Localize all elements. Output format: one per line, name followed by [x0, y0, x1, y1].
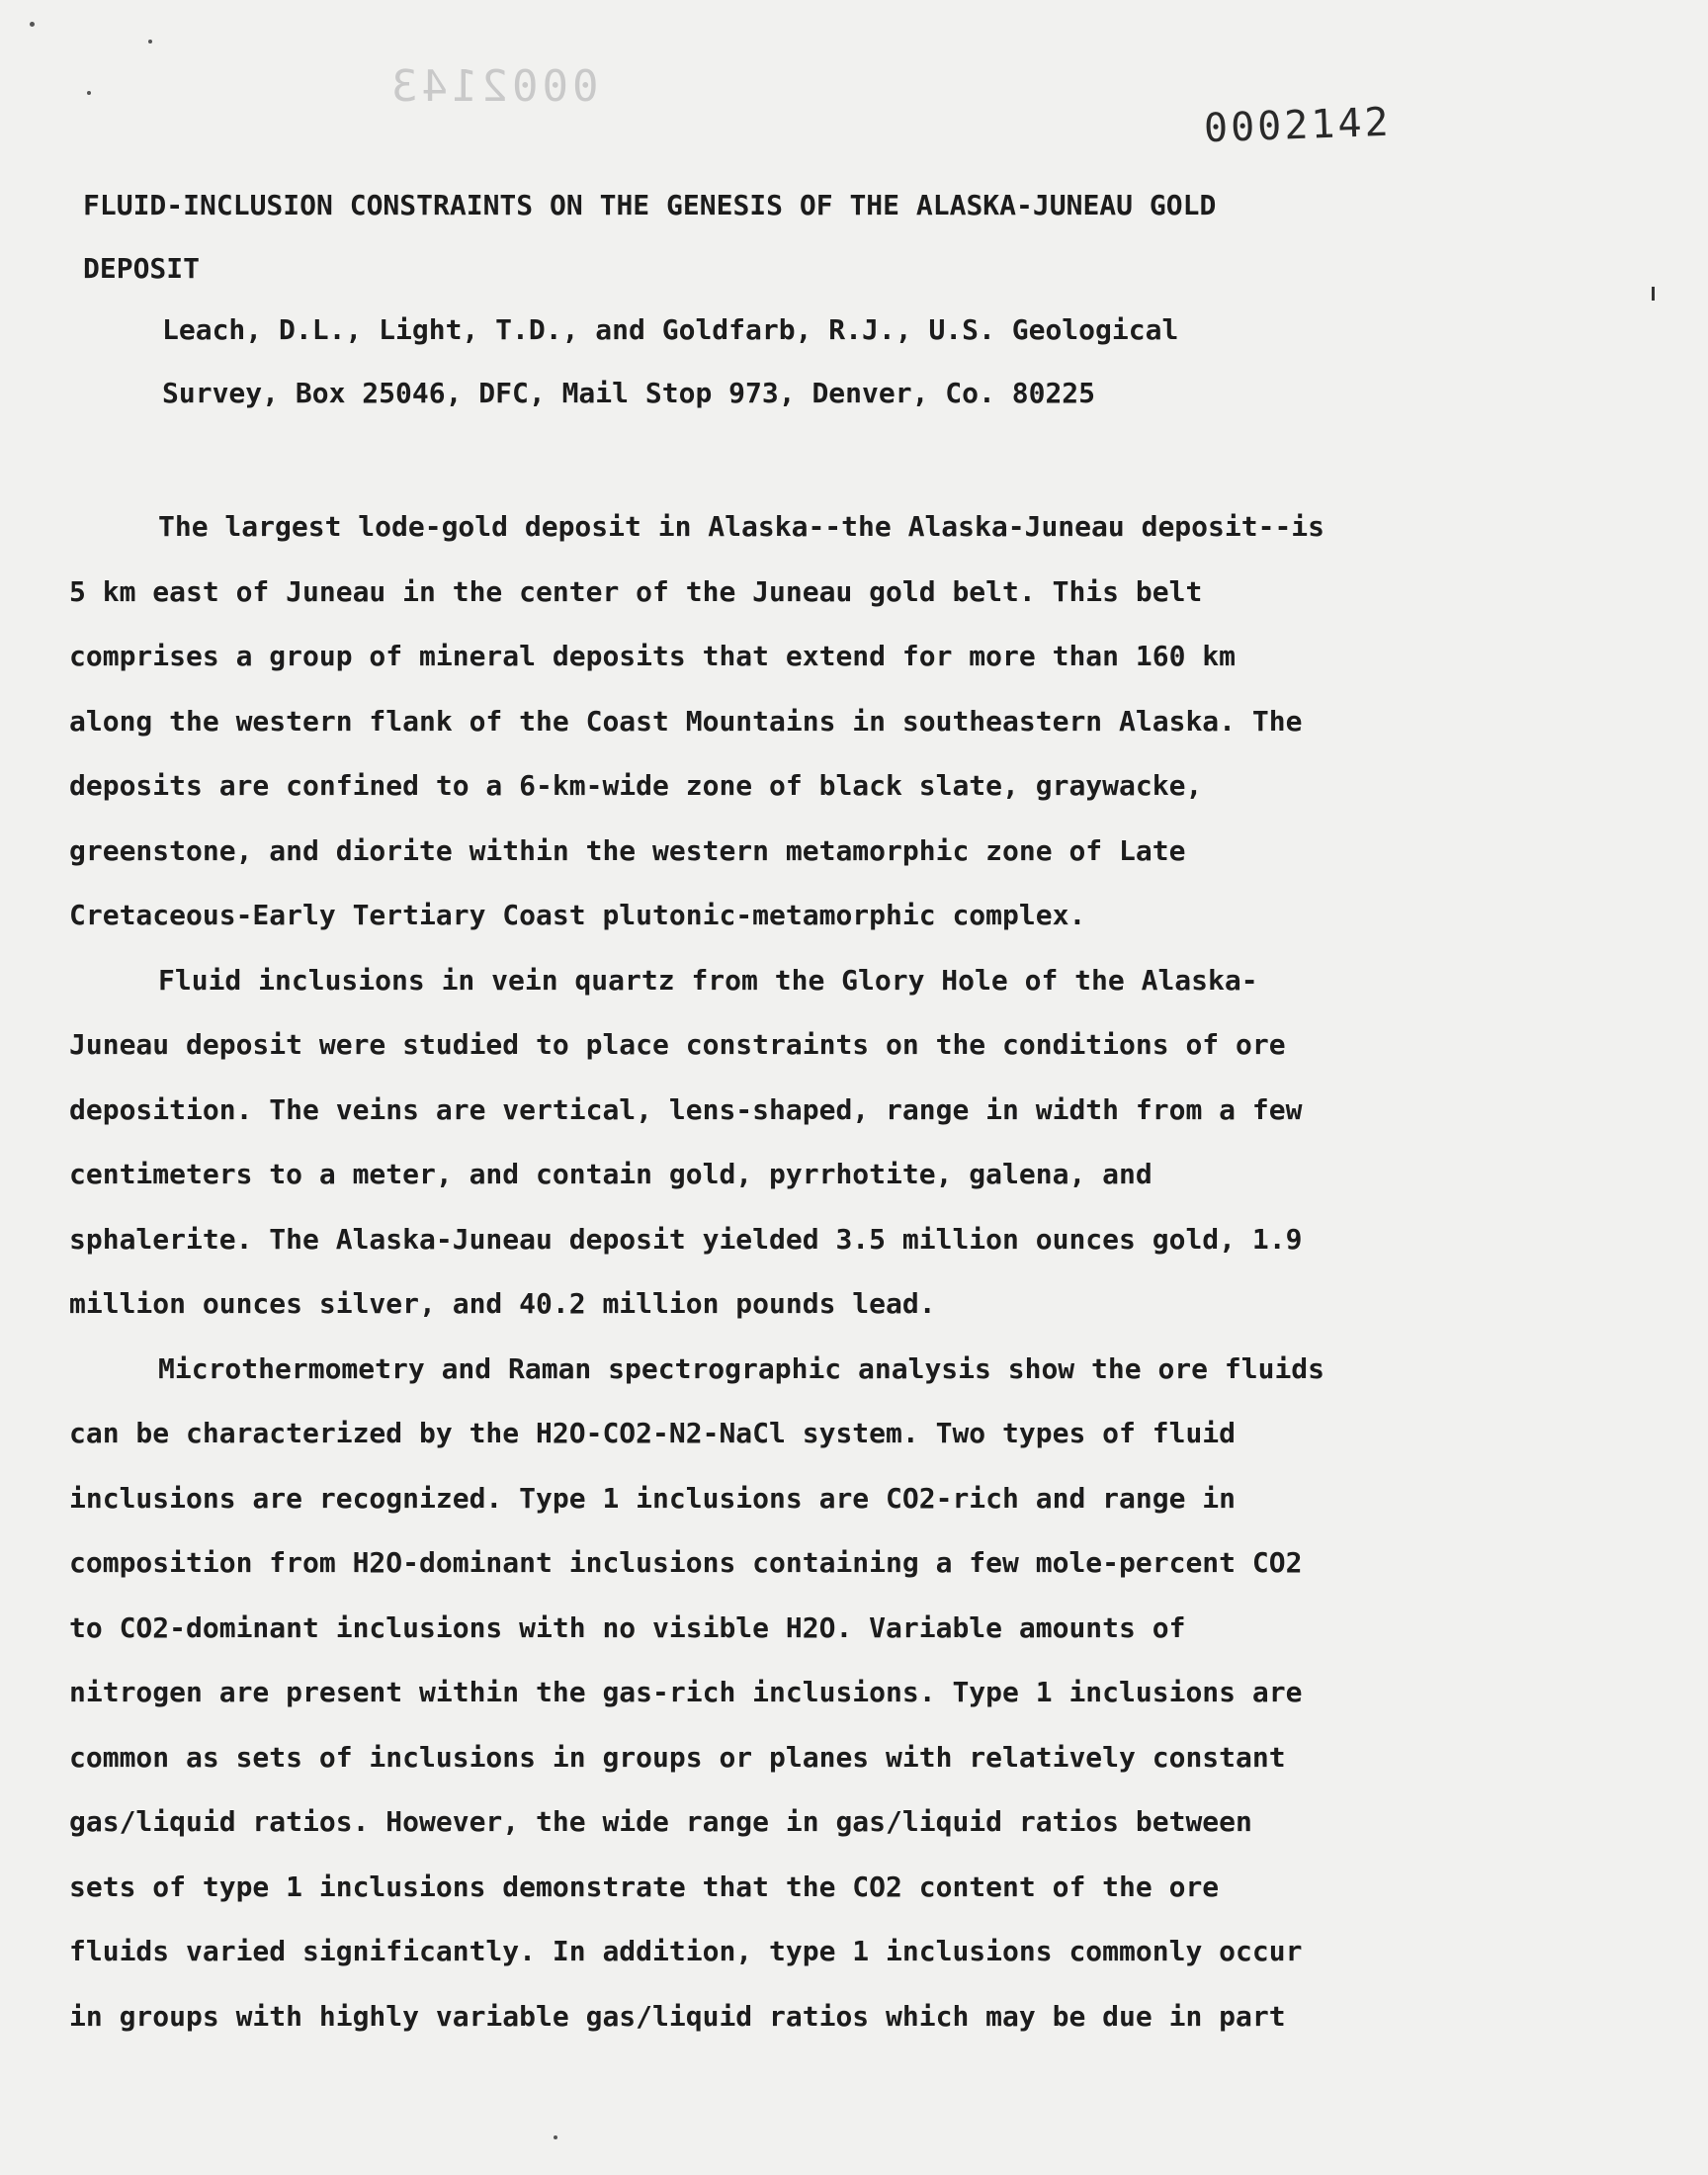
- text-line: along the western flank of the Coast Mountains in southeastern Alaska. The: [69, 704, 1303, 738]
- text-line: deposits are confined to a 6-km-wide zone of black slate, graywacke,: [69, 769, 1203, 802]
- text-line: centimeters to a meter, and contain gold, pyrrhotite, galena, and: [69, 1158, 1153, 1190]
- paragraph-1: [69, 494, 1631, 948]
- authors-line: Leach, D.L., Light, T.D., and Goldfarb, R.J., U.S. Geological: [162, 313, 1179, 346]
- text-line: composition from H2O-dominant inclusions containing a few mole-percent CO2: [69, 1546, 1303, 1579]
- text-line: Cretaceous-Early Tertiary Coast plutonic-metamorphic complex.: [69, 899, 1086, 931]
- text-line: common as sets of inclusions in groups or planes with relatively constant: [69, 1740, 1286, 1774]
- text-line: can be characterized by the H2O-CO2-N2-NaCl system. Two types of fluid: [69, 1417, 1237, 1449]
- scan-speck: [148, 40, 152, 44]
- faded-document-stamp: 0002143: [387, 61, 599, 112]
- abstract-body: [69, 494, 1631, 2048]
- text-line: greenstone, and diorite within the western metamorphic zone of Late: [69, 833, 1186, 867]
- title-line: FLUID-INCLUSION CONSTRAINTS ON THE GENESIS OF THE ALASKA-JUNEAU GOLD: [83, 189, 1217, 221]
- text-line: fluids varied significantly. In addition, type 1 inclusions commonly occur: [69, 1935, 1303, 1967]
- text-line: Microthermometry and Raman spectrographic analysis show the ore fluids: [158, 1351, 1325, 1385]
- text-line: nitrogen are present within the gas-rich inclusions. Type 1 inclusions are: [69, 1676, 1303, 1708]
- scan-speck: [554, 2135, 557, 2139]
- scan-edge-mark: [1652, 287, 1655, 301]
- text-line: Juneau deposit were studied to place constraints on the conditions of ore: [69, 1028, 1286, 1061]
- paragraph-2: [69, 948, 1631, 1337]
- paragraph-3: [69, 1337, 1631, 2049]
- text-line: in groups with highly variable gas/liquid ratios which may be due in part: [69, 1999, 1286, 2033]
- text-line: sphalerite. The Alaska-Juneau deposit yielded 3.5 million ounces gold, 1.9: [69, 1222, 1303, 1256]
- scan-speck: [87, 91, 91, 95]
- text-line: The largest lode-gold deposit in Alaska--the Alaska-Juneau deposit--is: [158, 510, 1325, 543]
- text-line: gas/liquid ratios. However, the wide range in gas/liquid ratios between: [69, 1805, 1252, 1838]
- text-line: sets of type 1 inclusions demonstrate that the CO2 content of the ore: [69, 1870, 1220, 1903]
- document-number-stamp: 0002142: [1203, 99, 1393, 152]
- title-line: DEPOSIT: [83, 252, 201, 285]
- document-title: [83, 174, 1467, 301]
- authors-affiliation: [162, 299, 1178, 425]
- text-line: comprises a group of mineral deposits that extend for more than 160 km: [69, 640, 1237, 672]
- text-line: million ounces silver, and 40.2 million pounds lead.: [69, 1287, 936, 1320]
- text-line: to CO2-dominant inclusions with no visible H2O. Variable amounts of: [69, 1610, 1186, 1644]
- scan-speck: [30, 22, 35, 27]
- text-line: 5 km east of Juneau in the center of the Juneau gold belt. This belt: [69, 574, 1203, 608]
- text-line: deposition. The veins are vertical, lens-shaped, range in width from a few: [69, 1092, 1303, 1126]
- text-line: inclusions are recognized. Type 1 inclusions are CO2-rich and range in: [69, 1481, 1237, 1515]
- text-line: Fluid inclusions in vein quartz from the Glory Hole of the Alaska-: [158, 963, 1258, 997]
- authors-line: Survey, Box 25046, DFC, Mail Stop 973, Denver, Co. 80225: [162, 377, 1096, 409]
